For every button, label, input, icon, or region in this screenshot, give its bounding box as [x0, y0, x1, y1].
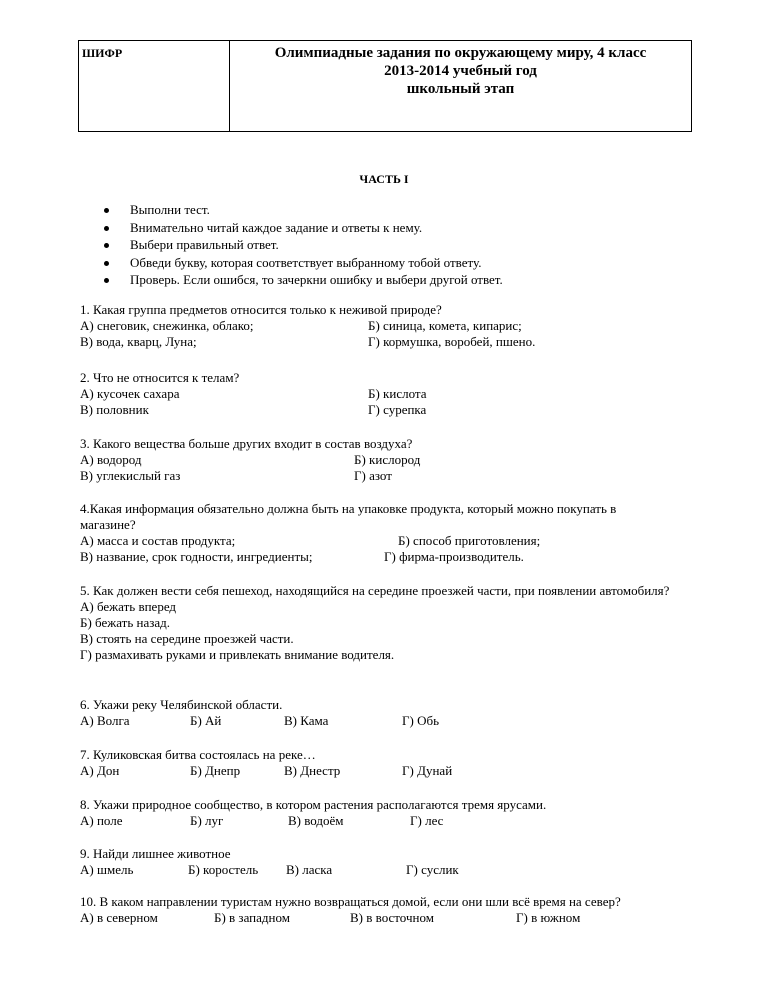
answer-b[interactable]: Б) луг: [190, 813, 224, 828]
title-line-1: Олимпиадные задания по окружающему миру, 4 класс: [274, 45, 647, 61]
answer-g[interactable]: Г) лес: [410, 813, 444, 828]
question-text: 1. Какая группа предметов относится только к неживой природе?: [80, 302, 442, 317]
answer-a[interactable]: А) шмель: [80, 862, 134, 877]
answer-b[interactable]: Б) способ приготовления;: [398, 533, 541, 548]
answer-v[interactable]: В) Днестр: [284, 763, 341, 778]
instruction-item: Внимательно читай каждое задание и ответы к нему.: [104, 219, 503, 237]
answer-b[interactable]: Б) Ай: [190, 713, 222, 728]
question-text: 5. Как должен вести себя пешеход, находящийся на середине проезжей части, при появлении автомобиля?: [80, 583, 670, 598]
answer-g[interactable]: Г) Дунай: [402, 763, 453, 778]
question-9: [80, 846, 700, 878]
question-text: 2. Что не относится к телам?: [80, 370, 240, 385]
answer-g[interactable]: Г) кормушка, воробей, пшено.: [368, 334, 536, 349]
answer-g[interactable]: Г) в южном: [516, 910, 581, 925]
answer-a[interactable]: А) в северном: [80, 910, 158, 925]
answer-a[interactable]: А) масса и состав продукта;: [80, 533, 236, 548]
answer-a[interactable]: А) Волга: [80, 713, 130, 728]
instruction-item: Обведи букву, которая соответствует выбранному тобой ответу.: [104, 254, 503, 272]
question-text: 10. В каком направлении туристам нужно возвращаться домой, если они шли всё время на север?: [80, 894, 621, 909]
answer-b[interactable]: Б) бежать назад.: [80, 615, 171, 630]
answer-v[interactable]: В) в восточном: [350, 910, 434, 925]
answer-a[interactable]: А) бежать вперед: [80, 599, 177, 614]
question-text: 3. Какого вещества больше других входит в состав воздуха?: [80, 436, 413, 451]
instruction-item: Выбери правильный ответ.: [104, 236, 503, 254]
instructions-list: [104, 201, 503, 289]
question-text: 7. Куликовская битва состоялась на реке…: [80, 747, 316, 762]
question-1: [80, 302, 700, 350]
answer-v[interactable]: В) вода, кварц, Луна;: [80, 334, 197, 349]
question-6: [80, 697, 700, 729]
answer-b[interactable]: Б) коростель: [188, 862, 259, 877]
instruction-item: Проверь. Если ошибся, то зачеркни ошибку и выбери другой ответ.: [104, 271, 503, 289]
answer-v[interactable]: В) половник: [80, 402, 149, 417]
answer-v[interactable]: В) ласка: [286, 862, 333, 877]
answer-a[interactable]: А) водород: [80, 452, 142, 467]
question-3: [80, 436, 700, 484]
question-text: 9. Найди лишнее животное: [80, 846, 231, 861]
answer-g[interactable]: Г) Обь: [402, 713, 440, 728]
answer-a[interactable]: А) поле: [80, 813, 123, 828]
answer-v[interactable]: В) Кама: [284, 713, 329, 728]
answer-g[interactable]: Г) размахивать руками и привлекать внимание водителя.: [80, 647, 395, 662]
answer-b[interactable]: Б) синица, комета, кипарис;: [368, 318, 522, 333]
answer-g[interactable]: Г) азот: [354, 468, 392, 483]
title-line-3: школьный этап: [406, 81, 515, 97]
question-7: [80, 747, 700, 779]
answer-b[interactable]: Б) кислота: [368, 386, 427, 401]
question-text: 6. Укажи реку Челябинской области.: [80, 697, 283, 712]
answer-g[interactable]: Г) суслик: [406, 862, 459, 877]
header-title: [230, 41, 691, 131]
answer-a[interactable]: А) кусочек сахара: [80, 386, 180, 401]
answer-b[interactable]: Б) в западном: [214, 910, 290, 925]
answer-a[interactable]: А) Дон: [80, 763, 120, 778]
answer-v[interactable]: В) углекислый газ: [80, 468, 181, 483]
answer-g[interactable]: Г) сурепка: [368, 402, 427, 417]
header-table: [78, 40, 692, 132]
question-10: [80, 894, 700, 926]
instruction-item: Выполни тест.: [104, 201, 503, 219]
answer-b[interactable]: Б) Днепр: [190, 763, 241, 778]
question-text: 4.Какая информация обязательно должна быть на упаковке продукта, который можно покупать в магазине?: [80, 501, 617, 532]
question-text: 8. Укажи природное сообщество, в котором растения располагаются тремя ярусами.: [80, 797, 547, 812]
answer-b[interactable]: Б) кислород: [354, 452, 421, 467]
answer-v[interactable]: В) стоять на середине проезжей части.: [80, 631, 294, 646]
part-title: ЧАСТЬ I: [359, 172, 409, 186]
cipher-label: ШИФР: [82, 46, 123, 60]
question-8: [80, 797, 700, 829]
question-4: [80, 501, 700, 565]
answer-a[interactable]: А) снеговик, снежинка, облако;: [80, 318, 254, 333]
question-5: [80, 583, 700, 663]
cipher-cell: [79, 41, 230, 131]
question-2: [80, 370, 700, 418]
title-line-2: 2013-2014 учебный год: [384, 63, 537, 79]
answer-v[interactable]: В) водоём: [288, 813, 344, 828]
answer-g[interactable]: Г) фирма-производитель.: [384, 549, 524, 564]
answer-v[interactable]: В) название, срок годности, ингредиенты;: [80, 549, 313, 564]
